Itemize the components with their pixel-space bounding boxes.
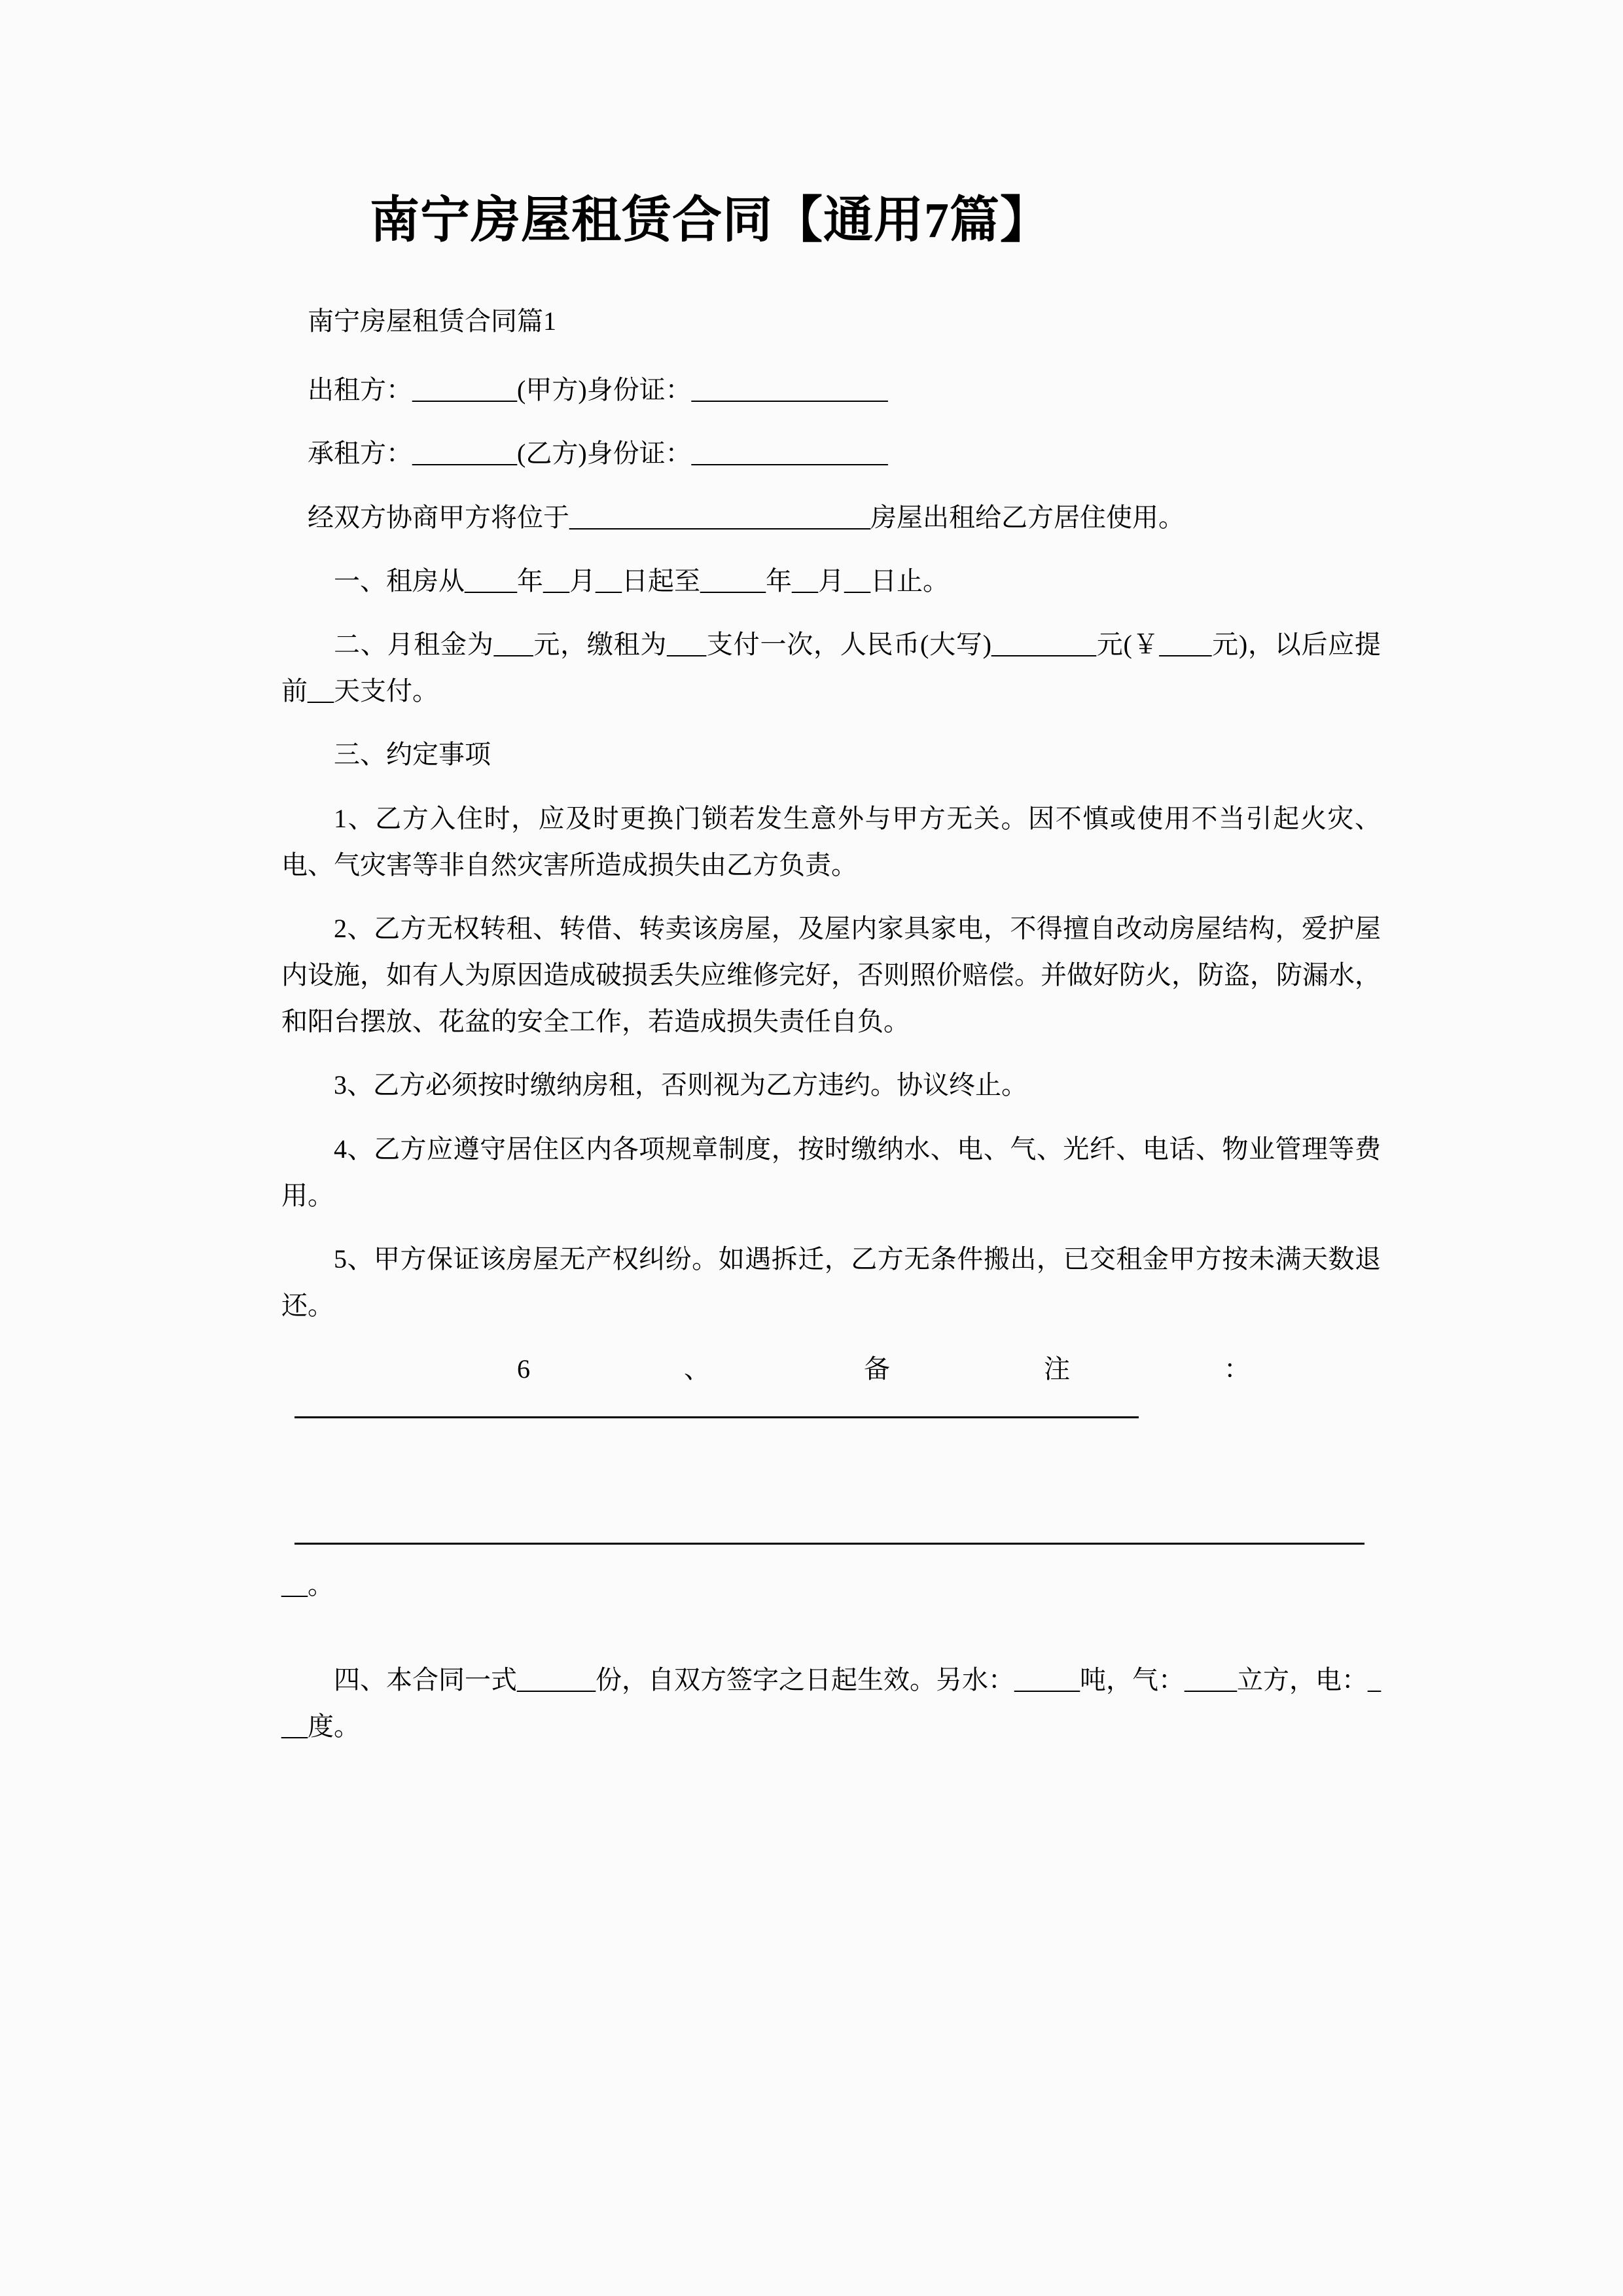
page-title: 南宁房屋租赁合同【通用7篇】 <box>370 193 1050 248</box>
document-body <box>281 298 1381 1749</box>
paragraph-item-3: 3、乙方必须按时缴纳房租，否则视为乙方违约。协议终止。 <box>334 1070 1027 1100</box>
paragraph-lessor: 出租方：________(甲方)身份证：_______________ <box>308 375 888 405</box>
rule <box>294 1416 1139 1418</box>
paragraph-clause-1-term: 一、租房从____年__月__日起至_____年__月__日止。 <box>334 565 949 596</box>
spacer <box>281 1628 1381 1657</box>
rule <box>294 1543 1364 1545</box>
spacer <box>281 357 1381 367</box>
paragraph-clause-4-final: 四、本合同一式______份，自双方签字之日起生效。另水：_____吨，气：____立方，电：___度。 <box>281 1664 1381 1741</box>
subtitle: 南宁房屋租赁合同篇1 <box>308 306 556 336</box>
paragraph-premises: 经双方协商甲方将位于_______________________房屋出租给乙方居住使用。 <box>308 502 1185 532</box>
paragraph-clause-2-rent: 二、月租金为___元，缴租为___支付一次，人民币(大写)________元(￥____元)，以后应提前__天支付。 <box>281 629 1381 706</box>
paragraph-lessee: 承租方：________(乙方)身份证：_______________ <box>308 439 888 469</box>
paragraph-item-1: 1、乙方入住时，应及时更换门锁若发生意外与甲方无关。因不慎或使用不当引起火灾、电、气灾害等非自然灾害所造成损失由乙方负责。 <box>281 803 1381 880</box>
paragraph-item-5: 5、甲方保证该房屋无产权纠纷。如遇拆迁，乙方无条件搬出，已交租金甲方按未满天数退还。 <box>281 1244 1381 1321</box>
paragraph-item-4: 4、乙方应遵守居住区内各项规章制度，按时缴纳水、电、气、光纤、电话、物业管理等费用。 <box>281 1134 1381 1210</box>
remark-blank-line-1 <box>294 1416 1139 1418</box>
remark-blank-line-2 <box>294 1543 1364 1545</box>
remark-tail: __。 <box>281 1570 334 1600</box>
paragraph-item-6-remark: 6、备注： <box>517 1354 1250 1384</box>
page-content <box>281 0 1381 1767</box>
paragraph-item-2: 2、乙方无权转租、转借、转卖该房屋，及屋内家具家电，不得擅自改动房屋结构，爱护屋内设施，如有人为原因造成破损丢失应维修完好，否则照价赔偿。并做好防火，防盗，防漏水，和阳台摆放、花盆的安全工作，若造成损失责任自负。 <box>281 913 1381 1037</box>
paragraph-clause-3-heading: 三、约定事项 <box>334 740 491 770</box>
